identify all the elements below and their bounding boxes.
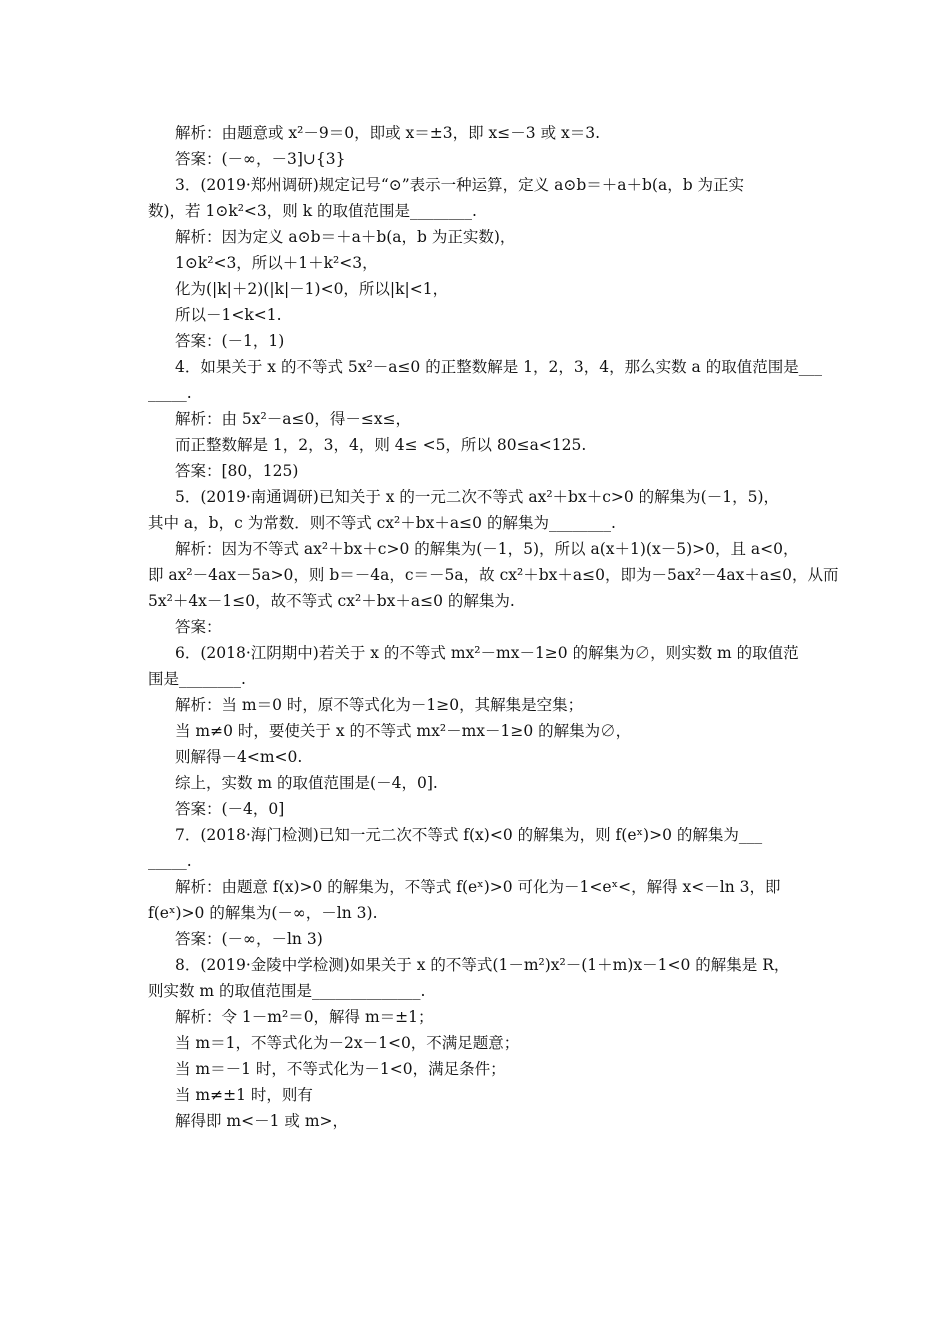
- text-line: 解得即 m<－1 或 m>，: [175, 1112, 349, 1130]
- text-line: 答案：(－∞，－ln 3): [175, 930, 323, 948]
- text-line: 当 m≠0 时，要使关于 x 的不等式 mx²－mx－1≥0 的解集为∅，: [175, 722, 632, 740]
- document-body: [148, 120, 839, 1134]
- text-line: 解析：因为定义 a⊙b＝＋a＋b(a，b 为正实数)，: [175, 228, 516, 246]
- text-line: 5．(2019·南通调研)已知关于 x 的一元二次不等式 ax²＋bx＋c>0 的解集为(－1，5)，: [175, 488, 779, 506]
- text-line: 4．如果关于 x 的不等式 5x²－a≤0 的正整数解是 1，2，3，4，那么实数 a 的取值范围是___: [175, 358, 822, 376]
- text-line: 答案：: [175, 618, 222, 636]
- text-line: _____.: [148, 384, 192, 402]
- text-line: 围是________.: [148, 670, 246, 688]
- text-line: 解析：由题意 f(x)>0 的解集为，不等式 f(eˣ)>0 可化为－1<eˣ<，解得 x<－ln 3，即: [175, 878, 781, 896]
- text-line: 6．(2018·江阴期中)若关于 x 的不等式 mx²－mx－1≥0 的解集为∅，则实数 m 的取值范: [175, 644, 799, 662]
- text-line: 则解得－4<m<0.: [175, 748, 303, 766]
- text-line: 综上，实数 m 的取值范围是(－4，0].: [175, 774, 438, 792]
- text-line: f(eˣ)>0 的解集为(－∞，－ln 3).: [148, 904, 378, 922]
- text-line: 当 m＝1，不等式化为－2x－1<0，不满足题意；: [175, 1034, 520, 1052]
- text-line: 则实数 m 的取值范围是______________.: [148, 982, 426, 1000]
- text-line: 3．(2019·郑州调研)规定记号“⊙”表示一种运算，定义 a⊙b＝＋a＋b(a，b 为正实: [175, 176, 745, 194]
- text-line: 解析：令 1－m²＝0，解得 m＝±1；: [175, 1008, 434, 1026]
- text-line: 5x²＋4x－1≤0，故不等式 cx²＋bx＋a≤0 的解集为.: [148, 592, 515, 610]
- text-line: 而正整数解是 1，2，3，4，则 4≤ <5，所以 80≤a<125.: [175, 436, 587, 454]
- text-line: 1⊙k²<3，所以＋1＋k²<3，: [175, 254, 378, 272]
- text-line: 解析：当 m＝0 时，原不等式化为－1≥0，其解集是空集；: [175, 696, 584, 714]
- text-line: 解析：由 5x²－a≤0，得－≤x≤，: [175, 410, 412, 428]
- text-line: 答案：[80，125): [175, 462, 299, 480]
- text-line: 解析：因为不等式 ax²＋bx＋c>0 的解集为(－1，5)，所以 a(x＋1)(x－5)>0，且 a<0，: [175, 540, 799, 558]
- text-line: 解析：由题意或 x²－9＝0，即或 x＝±3，即 x≤－3 或 x＝3.: [175, 124, 601, 142]
- text-line: 化为(|k|＋2)(|k|－1)<0，所以|k|<1，: [175, 280, 449, 298]
- text-line: 当 m＝－1 时，不等式化为－1<0，满足条件；: [175, 1060, 506, 1078]
- text-line: 答案：(－1，1): [175, 332, 285, 350]
- text-line: 当 m≠±1 时，则有: [175, 1086, 313, 1104]
- text-line: 答案：(－∞，－3]∪{3}: [175, 150, 346, 168]
- text-line: _____.: [148, 852, 192, 870]
- text-line: 所以－1<k<1.: [175, 306, 282, 324]
- text-line: 7．(2018·海门检测)已知一元二次不等式 f(x)<0 的解集为，则 f(eˣ)>0 的解集为___: [175, 826, 763, 844]
- text-line: 答案：(－4，0]: [175, 800, 285, 818]
- text-line: 其中 a，b，c 为常数．则不等式 cx²＋bx＋a≤0 的解集为________.: [148, 514, 616, 532]
- text-line: 8．(2019·金陵中学检测)如果关于 x 的不等式(1－m²)x²－(1＋m)x－1<0 的解集是 R，: [175, 956, 790, 974]
- text-line: 即 ax²－4ax－5a>0，则 b＝－4a，c＝－5a，故 cx²＋bx＋a≤0，即为－5ax²－4ax＋a≤0，从而: [148, 566, 839, 584]
- text-line: 数)，若 1⊙k²<3，则 k 的取值范围是________.: [148, 202, 477, 220]
